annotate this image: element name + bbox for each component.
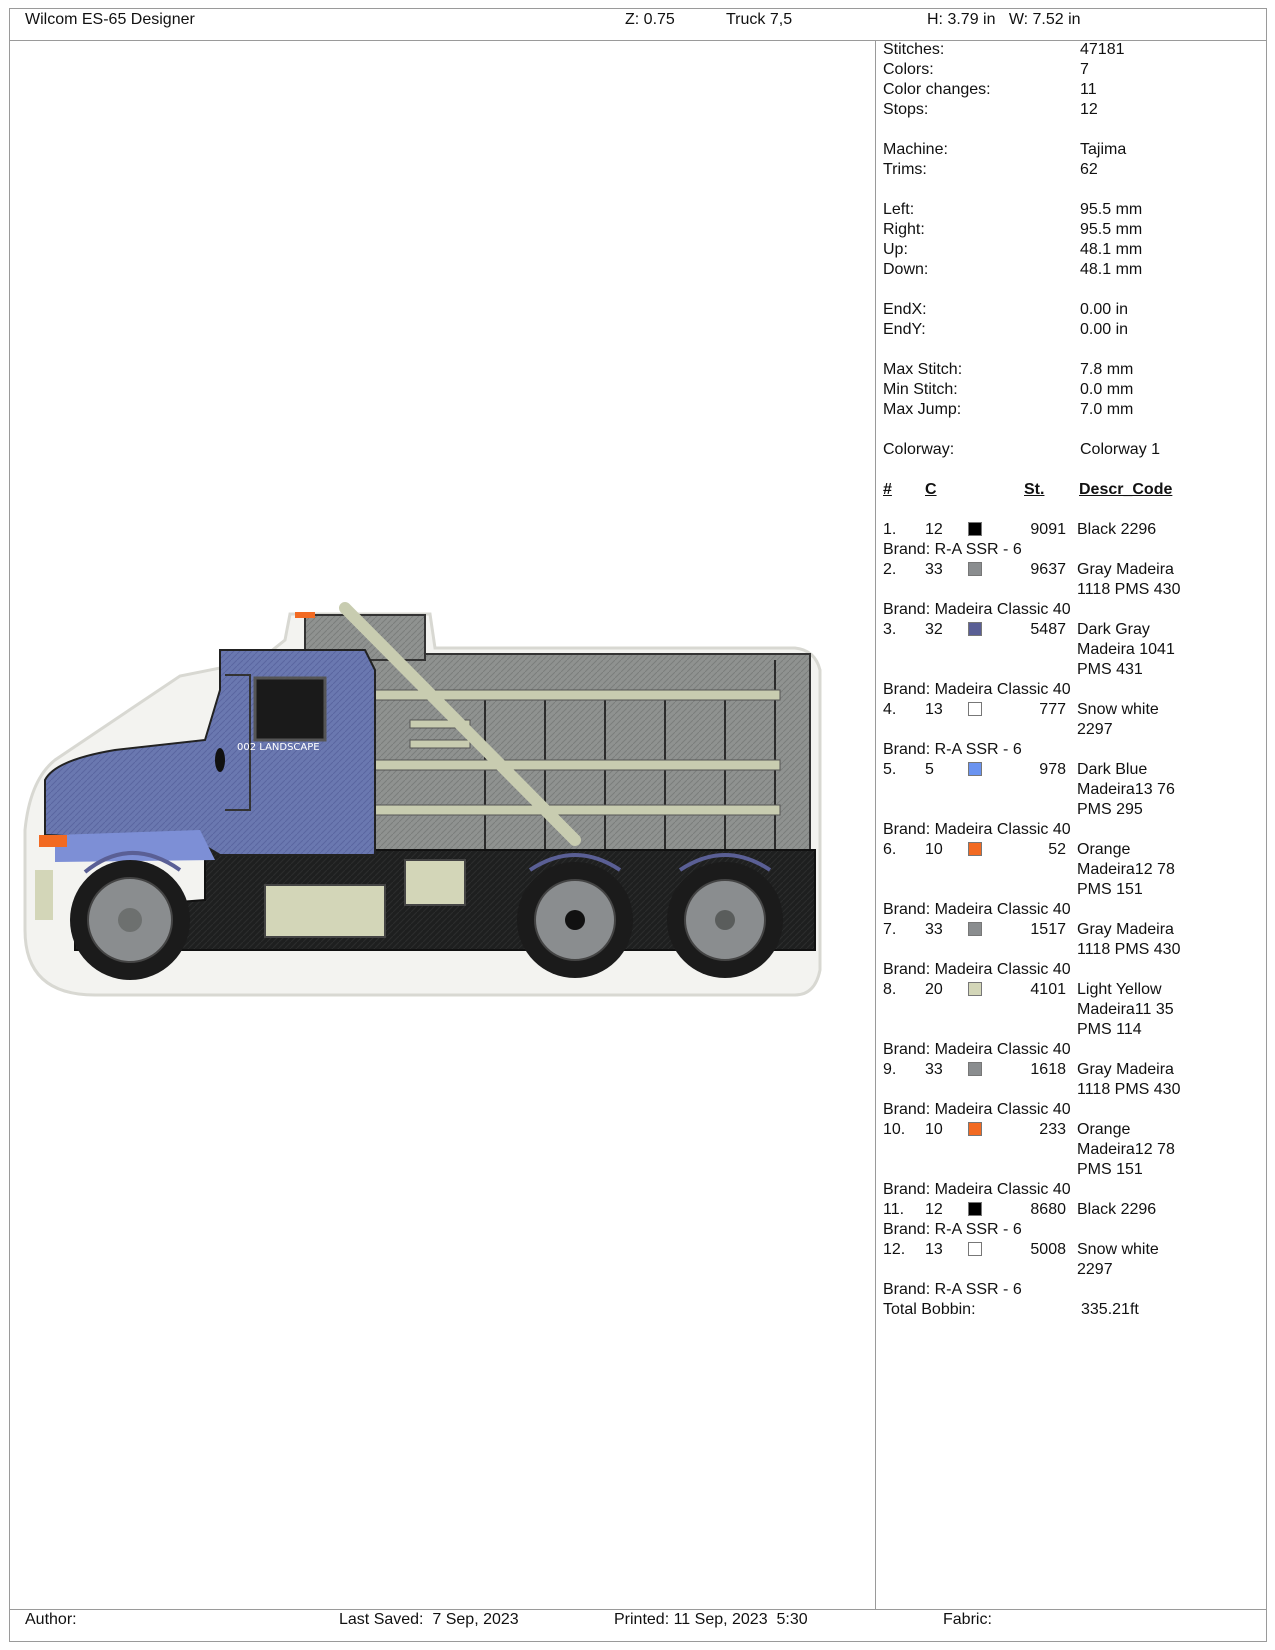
color-entry (883, 760, 1263, 840)
color-index: 12. (883, 1241, 906, 1258)
color-entry (883, 560, 1263, 620)
stat-row (883, 260, 1263, 280)
stat-label: Trims: (883, 161, 927, 178)
color-swatch (968, 702, 982, 716)
color-stitches: 777 (1039, 701, 1066, 718)
color-stitches: 1618 (1030, 1061, 1066, 1078)
stats-list (883, 40, 1263, 460)
stat-label: Max Stitch: (883, 361, 963, 378)
color-code: 13 (925, 1241, 943, 1258)
stat-value: 7.8 mm (1080, 361, 1134, 378)
color-code: 12 (925, 521, 943, 538)
color-stitches: 233 (1039, 1121, 1066, 1138)
color-entry (883, 1240, 1263, 1300)
color-description: Snow white 2297 (1077, 1241, 1159, 1278)
stat-label: Machine: (883, 141, 948, 158)
stat-value: 48.1 mm (1080, 241, 1143, 258)
stat-row (883, 360, 1263, 380)
stat-row (883, 140, 1263, 160)
stat-value: 95.5 mm (1080, 221, 1143, 238)
stat-label: Left: (883, 201, 915, 218)
stat-row (883, 160, 1263, 180)
col-desc-header: Descr_Code (1079, 481, 1173, 498)
stat-row (883, 300, 1263, 320)
stat-value: Tajima (1080, 141, 1127, 158)
stat-label: Stops: (883, 101, 929, 118)
color-swatch (968, 1062, 982, 1076)
color-entry (883, 980, 1263, 1060)
color-entry (883, 1060, 1263, 1120)
color-stitches: 5008 (1030, 1241, 1066, 1258)
color-index: 3. (883, 621, 897, 638)
last-saved: Last Saved: 7 Sep, 2023 (339, 1611, 519, 1628)
color-index: 9. (883, 1061, 897, 1078)
total-bobbin-value: 335.21ft (1081, 1301, 1139, 1318)
color-index: 4. (883, 701, 897, 718)
stat-value: 0.00 in (1080, 321, 1129, 338)
truck-lettering: 002 LANDSCAPE (237, 742, 320, 753)
stat-label: EndX: (883, 301, 927, 318)
design-size: H: 3.79 in W: 7.52 in (927, 11, 1081, 28)
stat-value: 95.5 mm (1080, 201, 1143, 218)
color-stitches: 8680 (1030, 1201, 1066, 1218)
color-stitches: 9091 (1030, 521, 1066, 538)
color-swatch (968, 762, 982, 776)
color-code: 32 (925, 621, 943, 638)
zoom-readout: Z: 0.75 (625, 11, 675, 28)
color-swatch (968, 522, 982, 536)
color-index: 1. (883, 521, 897, 538)
color-description: Light Yellow Madeira11 35 PMS 114 (1077, 981, 1174, 1038)
color-swatch (968, 842, 982, 856)
printed-date: Printed: 11 Sep, 2023 5:30 (614, 1611, 808, 1628)
stat-label: Up: (883, 241, 908, 258)
stat-label: Right: (883, 221, 925, 238)
stat-row (883, 40, 1263, 60)
color-swatch (968, 1202, 982, 1216)
embroidery-preview (15, 600, 865, 1050)
color-description: Orange Madeira12 78 PMS 151 (1077, 1121, 1175, 1178)
color-description: Black 2296 (1077, 521, 1157, 538)
color-stitches: 1517 (1030, 921, 1066, 938)
stat-row (883, 200, 1263, 220)
stat-row (883, 400, 1263, 420)
color-description: Dark Gray Madeira 1041 PMS 431 (1077, 621, 1175, 678)
color-description: Gray Madeira 1118 PMS 430 (1077, 921, 1181, 958)
stat-label: Color changes: (883, 81, 991, 98)
color-index: 8. (883, 981, 897, 998)
color-brand: Brand: Madeira Classic 40 (883, 681, 1071, 698)
stat-label: EndY: (883, 321, 926, 338)
color-swatch (968, 922, 982, 936)
color-list (883, 520, 1263, 1300)
color-code: 5 (925, 761, 934, 778)
color-index: 6. (883, 841, 897, 858)
stat-value: 7.0 mm (1080, 401, 1134, 418)
stat-value: 7 (1080, 61, 1089, 78)
design-name: Truck 7,5 (726, 11, 793, 28)
color-entry (883, 1200, 1263, 1240)
color-code: 33 (925, 561, 943, 578)
stat-row (883, 320, 1263, 340)
color-stitches: 5487 (1030, 621, 1066, 638)
color-brand: Brand: Madeira Classic 40 (883, 1041, 1071, 1058)
color-entry (883, 520, 1263, 560)
fabric-label: Fabric: (943, 1611, 992, 1628)
color-stitches: 52 (1048, 841, 1066, 858)
color-index: 11. (883, 1201, 905, 1218)
stat-value: 48.1 mm (1080, 261, 1143, 278)
color-code: 12 (925, 1201, 943, 1218)
color-brand: Brand: Madeira Classic 40 (883, 1101, 1071, 1118)
color-description: Gray Madeira 1118 PMS 430 (1077, 1061, 1181, 1098)
color-brand: Brand: R-A SSR - 6 (883, 1221, 1022, 1238)
cab-window (255, 678, 325, 740)
stat-label: Down: (883, 261, 929, 278)
color-index: 2. (883, 561, 897, 578)
author-label: Author: (25, 1611, 77, 1628)
stat-value: 47181 (1080, 41, 1125, 58)
col-num-header: # (883, 481, 892, 498)
info-panel (883, 40, 1263, 1320)
color-stitches: 978 (1039, 761, 1066, 778)
color-description: Orange Madeira12 78 PMS 151 (1077, 841, 1175, 898)
total-bobbin-label: Total Bobbin: (883, 1301, 976, 1318)
stat-row (883, 100, 1263, 120)
total-bobbin-row (883, 1300, 1263, 1320)
stat-value: 11 (1080, 81, 1097, 98)
stat-row (883, 60, 1263, 80)
color-swatch (968, 1122, 982, 1136)
stat-row (883, 80, 1263, 100)
col-stitches-header: St. (1024, 481, 1045, 498)
color-brand: Brand: R-A SSR - 6 (883, 741, 1022, 758)
color-brand: Brand: Madeira Classic 40 (883, 821, 1071, 838)
color-index: 7. (883, 921, 897, 938)
color-description: Black 2296 (1077, 1201, 1157, 1218)
color-entry (883, 700, 1263, 760)
stat-label: Max Jump: (883, 401, 962, 418)
color-description: Gray Madeira 1118 PMS 430 (1077, 561, 1181, 598)
color-brand: Brand: Madeira Classic 40 (883, 961, 1071, 978)
color-code: 10 (925, 841, 943, 858)
color-swatch (968, 622, 982, 636)
stat-label: Colorway: (883, 441, 955, 458)
stat-value: 0.00 in (1080, 301, 1129, 318)
color-stitches: 4101 (1030, 981, 1066, 998)
color-entry (883, 920, 1263, 980)
color-swatch (968, 982, 982, 996)
color-code: 33 (925, 921, 943, 938)
color-brand: Brand: Madeira Classic 40 (883, 601, 1071, 618)
stat-label: Min Stitch: (883, 381, 958, 398)
front-wheel (70, 860, 190, 980)
color-entry (883, 1120, 1263, 1200)
stat-value: 62 (1080, 161, 1098, 178)
color-table-header (883, 480, 1263, 500)
color-description: Dark Blue Madeira13 76 PMS 295 (1077, 761, 1175, 818)
fuel-tank (265, 885, 385, 937)
stat-label: Stitches: (883, 41, 945, 58)
stat-value: 0.0 mm (1080, 381, 1134, 398)
color-code: 13 (925, 701, 943, 718)
color-entry (883, 840, 1263, 920)
col-code-header: C (925, 481, 937, 498)
color-brand: Brand: R-A SSR - 6 (883, 1281, 1022, 1298)
color-code: 10 (925, 1121, 943, 1138)
color-brand: Brand: R-A SSR - 6 (883, 541, 1022, 558)
stat-row (883, 440, 1263, 460)
color-brand: Brand: Madeira Classic 40 (883, 1181, 1071, 1198)
color-code: 20 (925, 981, 943, 998)
dump-body (370, 654, 810, 854)
rear-wheel-2 (667, 862, 783, 978)
color-entry (883, 620, 1263, 700)
stat-row (883, 220, 1263, 240)
color-index: 10. (883, 1121, 906, 1138)
stat-label: Colors: (883, 61, 934, 78)
stat-value: 12 (1080, 101, 1098, 118)
color-index: 5. (883, 761, 897, 778)
panel-divider (875, 40, 876, 1610)
stat-row (883, 380, 1263, 400)
stat-row (883, 240, 1263, 260)
color-code: 33 (925, 1061, 943, 1078)
color-description: Snow white 2297 (1077, 701, 1159, 738)
app-title: Wilcom ES-65 Designer (25, 11, 195, 28)
color-swatch (968, 562, 982, 576)
color-brand: Brand: Madeira Classic 40 (883, 901, 1071, 918)
rear-wheel-1 (517, 862, 633, 978)
color-swatch (968, 1242, 982, 1256)
color-stitches: 9637 (1030, 561, 1066, 578)
stat-value: Colorway 1 (1080, 441, 1161, 458)
